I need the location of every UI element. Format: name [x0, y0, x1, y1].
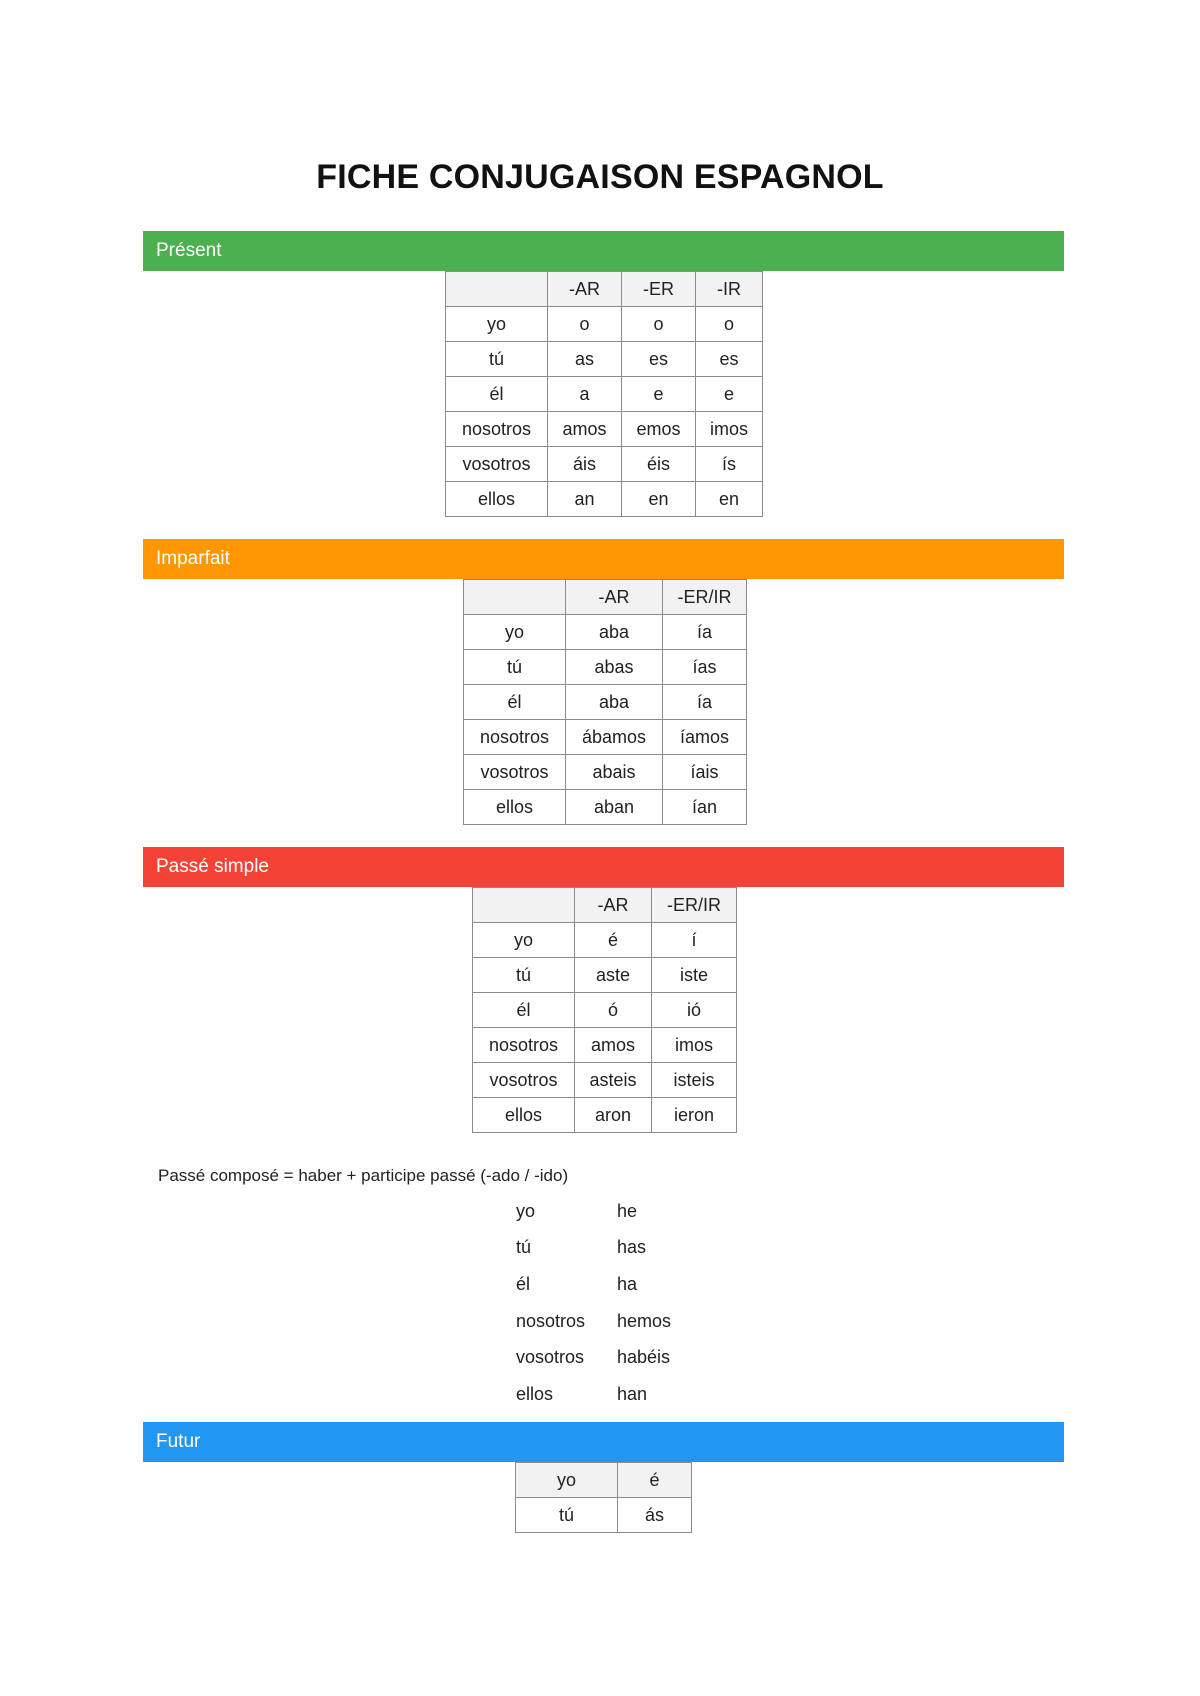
table-row	[464, 790, 747, 825]
ending-cell: ía	[663, 615, 747, 650]
pronoun-cell: él	[464, 685, 566, 720]
table-row	[473, 1063, 737, 1098]
header-cell: -ER/IR	[652, 888, 737, 923]
ending-cell: ís	[696, 447, 763, 482]
auxiliary-cell: han	[617, 1383, 648, 1404]
ending-cell: ían	[663, 790, 747, 825]
ending-cell: ió	[652, 993, 737, 1028]
table-row	[446, 482, 763, 517]
ending-cell: ieron	[652, 1098, 737, 1133]
table-row	[446, 307, 763, 342]
table-row	[464, 615, 747, 650]
table-row	[446, 412, 763, 447]
section-header-passe-simple: Passé simple	[143, 847, 1064, 887]
page-title: FICHE CONJUGAISON ESPAGNOL	[316, 158, 884, 196]
pronoun-cell: tú	[516, 1498, 618, 1533]
pronoun-cell: tú	[473, 958, 575, 993]
ending-cell: o	[548, 307, 622, 342]
pronoun-cell: nosotros	[516, 1310, 586, 1331]
imparfait-table	[463, 579, 747, 825]
ending-cell: ó	[575, 993, 652, 1028]
table-row	[473, 993, 737, 1028]
section-header-imparfait: Imparfait	[143, 539, 1064, 579]
ending-cell: e	[622, 377, 696, 412]
ending-cell: ás	[618, 1498, 692, 1533]
ending-cell: ábamos	[566, 720, 663, 755]
ending-cell: as	[548, 342, 622, 377]
ending-cell: ía	[663, 685, 747, 720]
pronoun-cell: él	[446, 377, 548, 412]
ending-cell: áis	[548, 447, 622, 482]
table-row	[516, 1303, 671, 1340]
auxiliary-cell: he	[617, 1200, 638, 1221]
table-row	[464, 685, 747, 720]
ending-cell: iste	[652, 958, 737, 993]
pronoun-cell: nosotros	[464, 720, 566, 755]
ending-cell: é	[618, 1463, 692, 1498]
header-cell: -AR	[575, 888, 652, 923]
header-cell	[446, 272, 548, 307]
ending-cell: en	[696, 482, 763, 517]
passe-compose-heading: Passé composé = haber + participe passé (-ado / -ido)	[158, 1166, 569, 1185]
pronoun-cell: nosotros	[473, 1028, 575, 1063]
pronoun-cell: vosotros	[446, 447, 548, 482]
ending-cell: íamos	[663, 720, 747, 755]
table-row	[516, 1193, 671, 1230]
table-row	[464, 720, 747, 755]
table-header-row	[473, 888, 737, 923]
futur-table	[515, 1462, 692, 1533]
ending-cell: o	[696, 307, 763, 342]
table-header-row	[464, 580, 747, 615]
table-row	[473, 1028, 737, 1063]
table-row	[473, 923, 737, 958]
table-row	[473, 958, 737, 993]
header-cell: -ER/IR	[663, 580, 747, 615]
header-cell	[473, 888, 575, 923]
pronoun-cell: yo	[464, 615, 566, 650]
pronoun-cell: vosotros	[464, 755, 566, 790]
ending-cell: o	[622, 307, 696, 342]
ending-cell: es	[696, 342, 763, 377]
ending-cell: í	[652, 923, 737, 958]
auxiliary-cell: habéis	[617, 1347, 671, 1368]
section-header-futur: Futur	[143, 1422, 1064, 1462]
table-row	[516, 1498, 692, 1533]
section-header-present: Présent	[143, 231, 1064, 271]
table-row	[516, 1463, 692, 1498]
header-cell: -IR	[696, 272, 763, 307]
table-row	[446, 447, 763, 482]
table-header-row	[446, 272, 763, 307]
ending-cell: éis	[622, 447, 696, 482]
pronoun-cell: yo	[473, 923, 575, 958]
table-row	[516, 1230, 671, 1267]
pronoun-cell: nosotros	[446, 412, 548, 447]
pronoun-cell: tú	[464, 650, 566, 685]
table-row	[446, 342, 763, 377]
table-row	[516, 1266, 671, 1303]
pronoun-cell: vosotros	[473, 1063, 575, 1098]
ending-cell: es	[622, 342, 696, 377]
ending-cell: an	[548, 482, 622, 517]
ending-cell: aban	[566, 790, 663, 825]
pronoun-cell: yo	[446, 307, 548, 342]
header-cell: -ER	[622, 272, 696, 307]
passe-simple-table	[472, 887, 737, 1133]
pronoun-cell: él	[516, 1273, 531, 1294]
ending-cell: imos	[652, 1028, 737, 1063]
pronoun-cell: ellos	[473, 1098, 575, 1133]
ending-cell: abas	[566, 650, 663, 685]
table-row	[464, 650, 747, 685]
pronoun-cell: ellos	[446, 482, 548, 517]
table-row	[464, 755, 747, 790]
ending-cell: asteis	[575, 1063, 652, 1098]
ending-cell: a	[548, 377, 622, 412]
table-row	[516, 1339, 671, 1376]
pronoun-cell: él	[473, 993, 575, 1028]
ending-cell: íais	[663, 755, 747, 790]
auxiliary-cell: hemos	[617, 1310, 672, 1331]
ending-cell: aba	[566, 615, 663, 650]
pronoun-cell: yo	[516, 1200, 536, 1221]
ending-cell: aba	[566, 685, 663, 720]
present-table	[445, 271, 763, 517]
auxiliary-cell: has	[617, 1237, 647, 1258]
table-row	[473, 1098, 737, 1133]
passe-compose-table	[516, 1193, 671, 1413]
auxiliary-cell: ha	[617, 1273, 638, 1294]
header-cell	[464, 580, 566, 615]
ending-cell: ías	[663, 650, 747, 685]
pronoun-cell: tú	[516, 1237, 532, 1258]
pronoun-cell: yo	[516, 1463, 618, 1498]
ending-cell: isteis	[652, 1063, 737, 1098]
header-cell: -AR	[548, 272, 622, 307]
pronoun-cell: vosotros	[516, 1347, 585, 1368]
table-row	[446, 377, 763, 412]
ending-cell: en	[622, 482, 696, 517]
ending-cell: é	[575, 923, 652, 958]
ending-cell: e	[696, 377, 763, 412]
ending-cell: amos	[575, 1028, 652, 1063]
pronoun-cell: tú	[446, 342, 548, 377]
ending-cell: emos	[622, 412, 696, 447]
pronoun-cell: ellos	[516, 1383, 554, 1404]
ending-cell: aste	[575, 958, 652, 993]
table-row	[516, 1376, 671, 1413]
ending-cell: aron	[575, 1098, 652, 1133]
ending-cell: abais	[566, 755, 663, 790]
ending-cell: imos	[696, 412, 763, 447]
pronoun-cell: ellos	[464, 790, 566, 825]
header-cell: -AR	[566, 580, 663, 615]
ending-cell: amos	[548, 412, 622, 447]
